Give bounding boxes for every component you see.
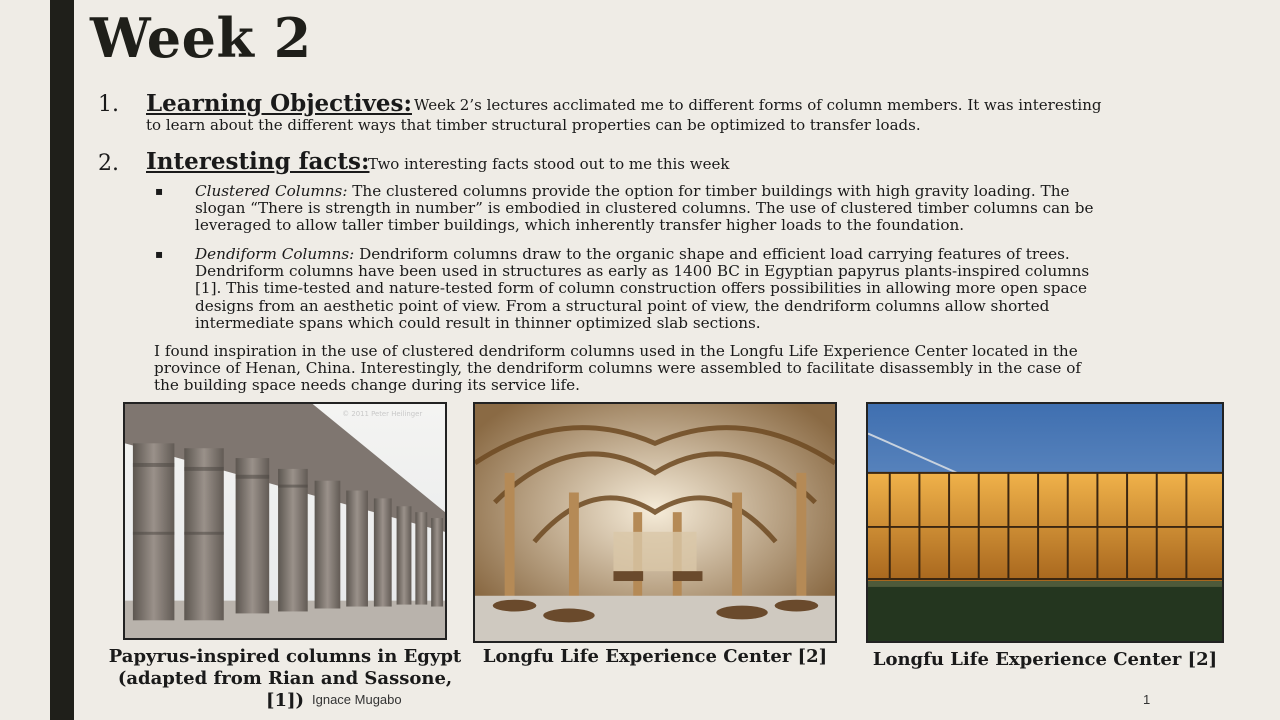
bullet-marker: ▪ (155, 247, 164, 261)
caption-longfu-interior: Longfu Life Experience Center [2] (482, 646, 828, 667)
bullet-clustered-line1: Clustered Columns: The clustered columns provide the option for timber buildings with high gravity loading. The (195, 182, 1070, 200)
bullet-dendriform-line3: [1]. This time-tested and nature-tested form of column construction offers possibilities in allowing more open space (195, 279, 1088, 297)
egypt-columns-photo (123, 402, 447, 640)
bullet-clustered-line2: slogan “There is strength in number” is embodied in clustered columns. The use of clustered timber columns can be (195, 199, 1094, 217)
section-2-heading: Interesting facts: (146, 148, 370, 175)
left-accent-bar (50, 0, 74, 720)
section-1-heading: Learning Objectives: (146, 90, 412, 117)
footer-page-number: 1 (1143, 692, 1151, 707)
footer-author: Ignace Mugabo (312, 692, 402, 707)
section-1-text-line2: to learn about the different ways that timber structural properties can be optimized to transfer loads. (146, 116, 921, 134)
section-2-text: Two interesting facts stood out to me this week (368, 155, 730, 173)
bullet-dendriform-line5: intermediate spans which could result in thinner optimized slab sections. (195, 314, 761, 332)
bullet-clustered-label: Clustered Columns: (195, 182, 348, 200)
section-2-number: 2. (98, 151, 119, 176)
bullet-marker: ▪ (155, 184, 164, 198)
bullet-clustered-line3: leveraged to allow taller timber buildings, which inherently transfer higher loads to the foundation. (195, 216, 965, 234)
bullet-dendriform-line2: Dendriform columns have been used in structures as early as 1400 BC in Egyptian papyrus plants-inspired columns (195, 262, 1090, 280)
longfu-exterior-photo (866, 402, 1224, 643)
closing-line2: province of Henan, China. Interestingly, the dendriform columns were assembled to facilitate disassembly in the case of (154, 359, 1081, 377)
photo-watermark: © 2011 Peter Heilinger (342, 409, 423, 418)
section-1-text-line1: Week 2’s lectures acclimated me to different forms of column members. It was interesting (414, 96, 1102, 114)
bullet-dendriform-line4: designs from an aesthetic point of view. From a structural point of view, the dendriform columns allow shorted (195, 297, 1050, 315)
closing-line1: I found inspiration in the use of clustered dendriform columns used in the Longfu Life Experience Center located in the (154, 342, 1078, 360)
longfu-interior-photo (473, 402, 837, 643)
section-1-number: 1. (98, 92, 119, 117)
closing-line3: the building space needs change during its service life. (154, 376, 580, 394)
bullet-dendriform-label: Dendiform Columns: (195, 245, 355, 263)
caption-egypt: Papyrus-inspired columns in Egypt (adapted from Rian and Sassone, [1]) (108, 646, 462, 711)
bullet-dendriform-line1: Dendiform Columns: Dendriform columns draw to the organic shape and efficient load carrying features of trees. (195, 245, 1070, 263)
caption-longfu-exterior: Longfu Life Experience Center [2] (872, 649, 1218, 670)
slide-title: Week 2 (90, 6, 312, 70)
